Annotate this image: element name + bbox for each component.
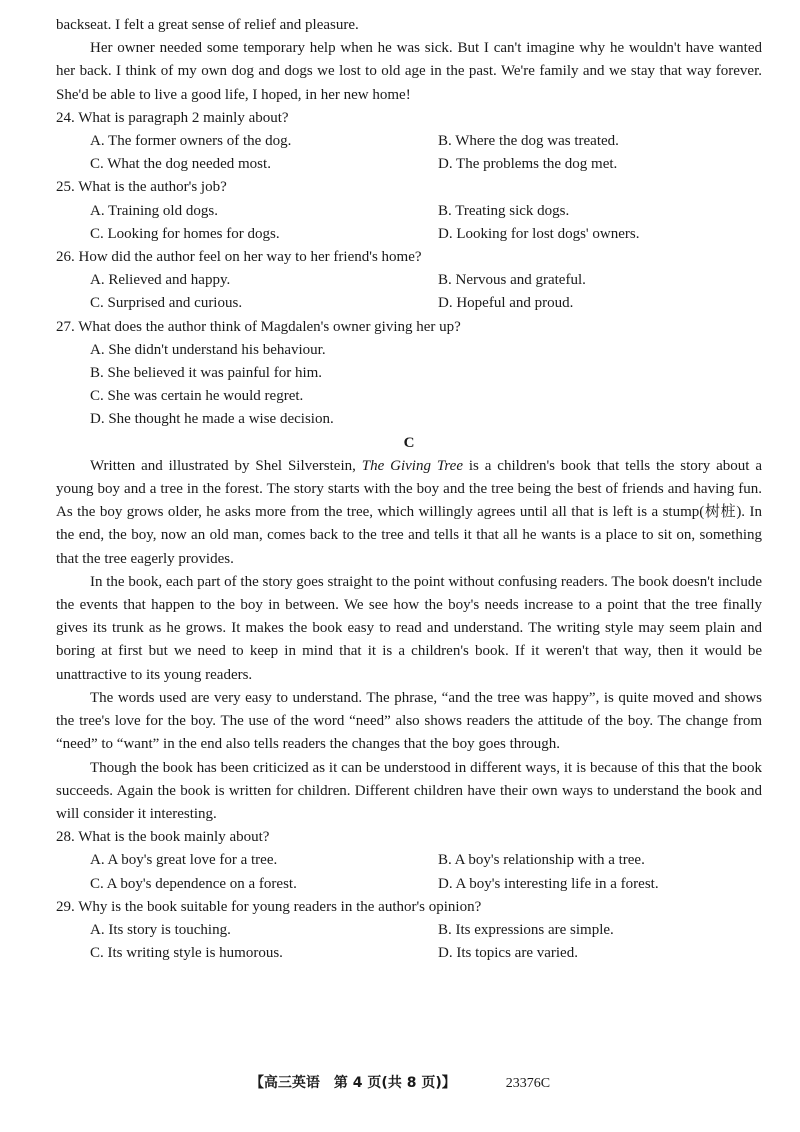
question-options: [56, 849, 762, 895]
option-a: A. Training old dogs.: [90, 202, 218, 219]
option-c: C. A boy's dependence on a forest.: [90, 875, 297, 892]
option-b: B. A boy's relationship with a tree.: [438, 852, 645, 869]
section-heading: C: [403, 434, 415, 451]
option-d: D. Looking for lost dogs' owners.: [438, 225, 640, 242]
page-footer: [0, 1072, 800, 1095]
passage-paragraph: Her owner needed some temporary help when he was sick. But I can't imagine why he wouldn't have wanted her back. I think of my own dog and dogs we lost to old age in the past. We're family and we stay that way forever. She'd be able to live a good life, I hoped, in her new home!: [56, 40, 762, 103]
option-d: D. Its topics are varied.: [438, 945, 578, 962]
option-a: A. A boy's great love for a tree.: [90, 852, 278, 869]
question-stem: 28. What is the book mainly about?: [56, 829, 270, 846]
option-a: A. Its story is touching.: [90, 921, 231, 938]
option-a: A. The former owners of the dog.: [90, 133, 292, 150]
option-c: C. Looking for homes for dogs.: [90, 225, 280, 242]
option-b: B. Nervous and grateful.: [438, 272, 586, 289]
question-options: [56, 269, 762, 315]
passage-c-paragraph-4: Though the book has been criticized as it can be understood in different ways, it is because of this that the book succeeds. Again the book is written for children. Different children have their own ways to understand the book and will consider it interesting.: [56, 759, 762, 822]
question-options: [56, 339, 762, 432]
option-b: B. Where the dog was treated.: [438, 133, 619, 150]
question-stem: 24. What is paragraph 2 mainly about?: [56, 109, 289, 126]
option-b: B. Its expressions are simple.: [438, 921, 614, 938]
question-stem: 27. What does the author think of Magdalen's owner giving her up?: [56, 318, 461, 335]
option-c: C. Surprised and curious.: [90, 295, 243, 312]
option-c: C. Its writing style is humorous.: [90, 945, 283, 962]
option-b: B. Treating sick dogs.: [438, 202, 570, 219]
passage-tail: backseat. I felt a great sense of relief and pleasure.: [56, 17, 359, 33]
paragraph-text: is a children's book that tells the story about a young boy and a tree in the forest. The story starts with the boy and the tree being the best of friends and having fun. As the boy grows older, he asks more from the tree, which willingly agrees until all that is left is a stump(树桩). In the end, the boy, now an old man, comes back to the tree and tells it that all he wants is a place to sit on, something that the tree eagerly provides.: [56, 457, 763, 567]
question-stem: 26. How did the author feel on her way to her friend's home?: [56, 249, 422, 266]
question-options: [56, 130, 762, 176]
option-c: C. She was certain he would regret.: [90, 388, 304, 405]
option-b: B. She believed it was painful for him.: [90, 365, 323, 382]
passage-c-paragraph-3: The words used are very easy to understand. The phrase, “and the tree was happy”, is quite moved and shows the tree's love for the boy. The use of the word “need” also shows readers the attitude of the boy. The change from “need” to “want” in the end also tells readers the changes that the boy goes through.: [56, 689, 762, 753]
option-d: D. A boy's interesting life in a forest.: [438, 875, 659, 892]
option-a: A. She didn't understand his behaviour.: [90, 341, 326, 358]
passage-c-paragraph-1: [56, 455, 762, 571]
book-title: The Giving Tree: [361, 457, 463, 474]
paragraph-text: Written and illustrated by Shel Silverstein,: [90, 457, 362, 474]
passage-c-paragraph-2: In the book, each part of the story goes straight to the point without confusing readers. The book doesn't include the events that happen to the boy in between. We see how the boy's needs increase to a point that the tree finally gives its trunk as he grows. It makes the book easy to read and understand. The writing style may seem plain and boring at first but we need to keep in mind that it is a children's book. If it weren't that way, then it would be unattractive to its young readers.: [56, 573, 762, 683]
question-options: [56, 200, 762, 246]
exam-code: 23376C: [505, 1076, 551, 1091]
option-c: C. What the dog needed most.: [90, 156, 271, 173]
option-d: D. Hopeful and proud.: [438, 295, 574, 312]
option-d: D. The problems the dog met.: [438, 156, 618, 173]
option-a: A. Relieved and happy.: [90, 272, 231, 289]
question-stem: 25. What is the author's job?: [56, 179, 227, 196]
footer-label: 【高三英语 第 4 页(共 8 页)】: [249, 1075, 456, 1091]
question-options: [56, 919, 762, 965]
option-d: D. She thought he made a wise decision.: [90, 411, 334, 428]
question-stem: 29. Why is the book suitable for young readers in the author's opinion?: [56, 898, 482, 915]
